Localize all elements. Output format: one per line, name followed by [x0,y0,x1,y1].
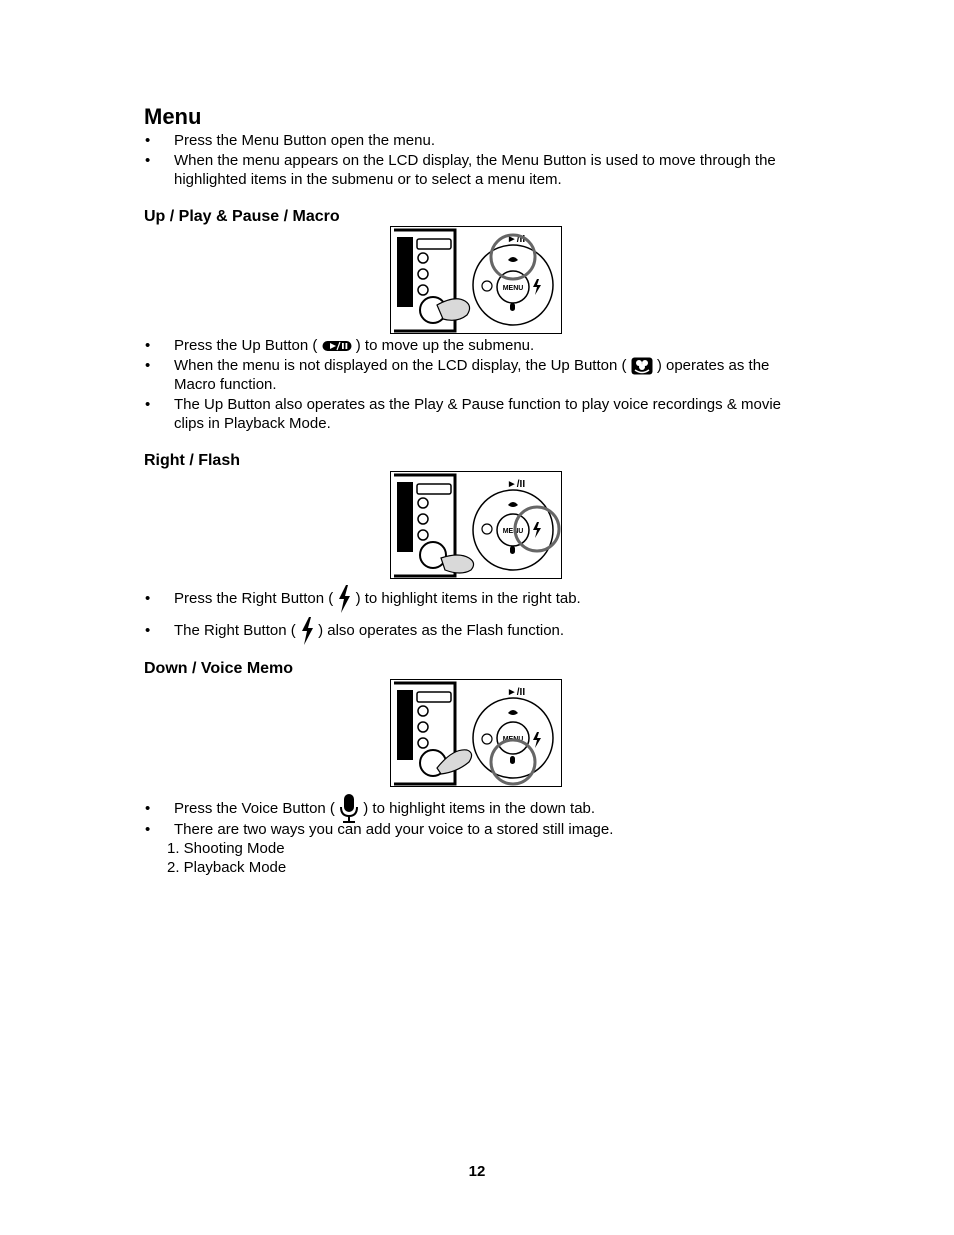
figure-up-button [390,226,562,334]
flash-bolt-icon [300,616,314,646]
list-item: • Press the Voice Button ( ) to highlight items in the down tab. [144,792,804,826]
play-pause-label: ►/II [506,687,526,698]
macro-icon [508,257,518,262]
navigation-dial [473,234,553,325]
list-item: • There are two ways you can add your voice to a stored still image. [144,820,804,839]
page-number: 12 [468,1163,486,1180]
flash-icon [533,279,541,295]
self-timer-icon [482,281,492,291]
macro-icon [508,710,518,715]
flash-bolt-icon [337,584,351,614]
list-item: • When the menu is not displayed on the LCD display, the Up Button ( ) operates as the Macro function. [144,356,804,394]
microphone-icon [510,303,515,311]
intro-list [144,131,804,189]
figure-down-button [390,679,562,787]
section-down-list [144,792,804,839]
section-right-list [144,582,804,646]
figure-right-button [390,471,562,579]
macro-icon [508,502,518,507]
play-pause-icon [322,340,352,352]
camera-back-illustration [394,475,474,576]
menu-label: MENU [502,528,524,535]
page-title: Menu [144,104,202,129]
play-pause-label: ►/II [506,479,526,490]
play-pause-label: ►/II [506,234,526,245]
camera-back-illustration [394,230,470,331]
numbered-item-2: 2. Playback Mode [167,859,287,876]
menu-label: MENU [502,736,524,743]
navigation-dial [473,479,559,570]
section-heading-down: Down / Voice Memo [144,660,294,677]
list-item: • When the menu appears on the LCD display, the Menu Button is used to move through the highlighted items in the submenu or to select a menu item. [144,151,804,189]
section-up-list [144,336,804,433]
camera-back-illustration [394,683,472,784]
navigation-dial [473,687,553,784]
self-timer-icon [482,524,492,534]
section-heading-up: Up / Play & Pause / Macro [144,208,340,225]
list-item: • Press the Menu Button open the menu. [144,131,804,150]
flash-icon [533,522,541,538]
list-item: • Press the Up Button ( ) to move up the submenu. [144,336,804,355]
self-timer-icon [482,734,492,744]
flash-icon [533,732,541,748]
section-heading-right: Right / Flash [144,452,240,469]
microphone-icon [510,546,515,554]
microphone-icon [510,756,515,764]
list-item: • Press the Right Button ( ) to highlight items in the right tab. [144,582,804,616]
list-item: • The Right Button ( ) also operates as the Flash function. [144,616,804,646]
list-item: • The Up Button also operates as the Play & Pause function to play voice recordings & movie clips in Playback Mode. [144,395,804,433]
numbered-item-1: 1. Shooting Mode [167,840,285,857]
macro-flower-icon [631,357,653,375]
menu-label: MENU [502,285,524,292]
